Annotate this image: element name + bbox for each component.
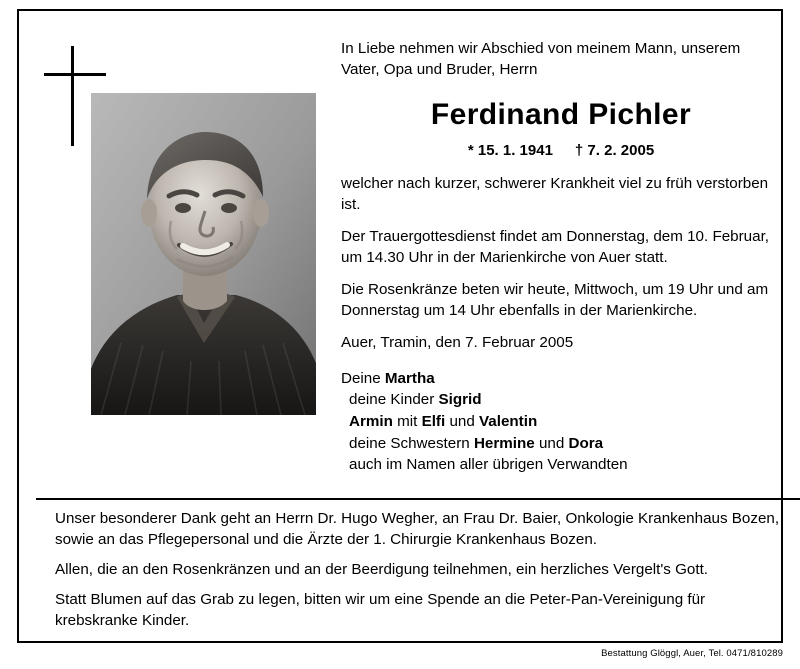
- birth-date: * 15. 1. 1941: [467, 142, 553, 160]
- deceased-name: Ferdinand Pichler: [430, 97, 692, 131]
- family-prefix-wife: Deine: [341, 369, 385, 387]
- paragraph-funeral-service: Der Trauergottesdienst findet am Donnerstag, dem 10. Februar, um 14.30 Uhr in der Marienkirche von Auer statt.: [341, 227, 770, 266]
- family-name-hermine: Hermine: [473, 434, 535, 452]
- family-line-sisters: [341, 433, 781, 455]
- family-line-relatives: auch im Namen aller übrigen Verwandten: [349, 456, 628, 474]
- cross-vertical-bar: [71, 46, 74, 146]
- family-name-martha: Martha: [384, 369, 435, 387]
- family-name-elfi: Elfi: [421, 412, 446, 430]
- family-name-armin: Armin: [349, 412, 393, 430]
- intro-paragraph: In Liebe nehmen wir Abschied von meinem Mann, unserem Vater, Opa und Bruder, Herrn: [341, 40, 741, 78]
- portrait-photo: [91, 93, 316, 415]
- family-conjunction-mit: mit: [392, 412, 422, 430]
- paragraph-rosary: Die Rosenkränze beten wir heute, Mittwoch, um 19 Uhr und am Donnerstag um 14 Uhr ebenfalls in der Marienkirche.: [341, 280, 769, 319]
- family-list: [341, 368, 781, 476]
- paragraph-place-date: Auer, Tramin, den 7. Februar 2005: [341, 333, 574, 351]
- family-line-armin: [341, 411, 781, 433]
- cross-horizontal-bar: [44, 73, 106, 76]
- family-prefix-sisters: deine Schwestern: [349, 434, 474, 452]
- death-date: † 7. 2. 2005: [574, 142, 655, 160]
- paragraph-thanks-attendees: Allen, die an den Rosenkränzen und an der Beerdigung teilnehmen, ein herzliches Vergelt's Gott.: [55, 560, 709, 578]
- family-line-children: [341, 389, 781, 411]
- family-conjunction-und-2: und: [534, 434, 569, 452]
- family-name-dora: Dora: [568, 434, 604, 452]
- family-line-wife: [341, 368, 781, 390]
- paragraph-donation-request: Statt Blumen auf das Grab zu legen, bitten wir um eine Spende an die Peter-Pan-Vereinigung für krebskranke Kinder.: [55, 590, 706, 629]
- life-dates: [341, 141, 781, 162]
- funeral-home-credit: Bestattung Glöggl, Auer, Tel. 0471/810289: [601, 648, 783, 659]
- obituary-notice-frame: [17, 9, 783, 643]
- family-name-valentin: Valentin: [479, 412, 538, 430]
- family-prefix-children: deine Kinder: [349, 391, 439, 409]
- paragraph-illness: welcher nach kurzer, schwerer Krankheit viel zu früh verstorben ist.: [341, 175, 769, 213]
- family-name-sigrid: Sigrid: [438, 391, 482, 409]
- acknowledgements-text: [55, 509, 785, 641]
- paragraph-thanks-doctors: Unser besonderer Dank geht an Herrn Dr. Hugo Wegher, an Frau Dr. Baier, Onkologie Krankenhaus Bozen, sowie an das Pflegepersonal und die Ärzte der 1. Chirurgie Krankenhaus Bozen.: [55, 510, 780, 548]
- section-divider: [36, 498, 800, 500]
- obituary-main-text: [341, 39, 781, 476]
- family-conjunction-und-1: und: [445, 412, 479, 430]
